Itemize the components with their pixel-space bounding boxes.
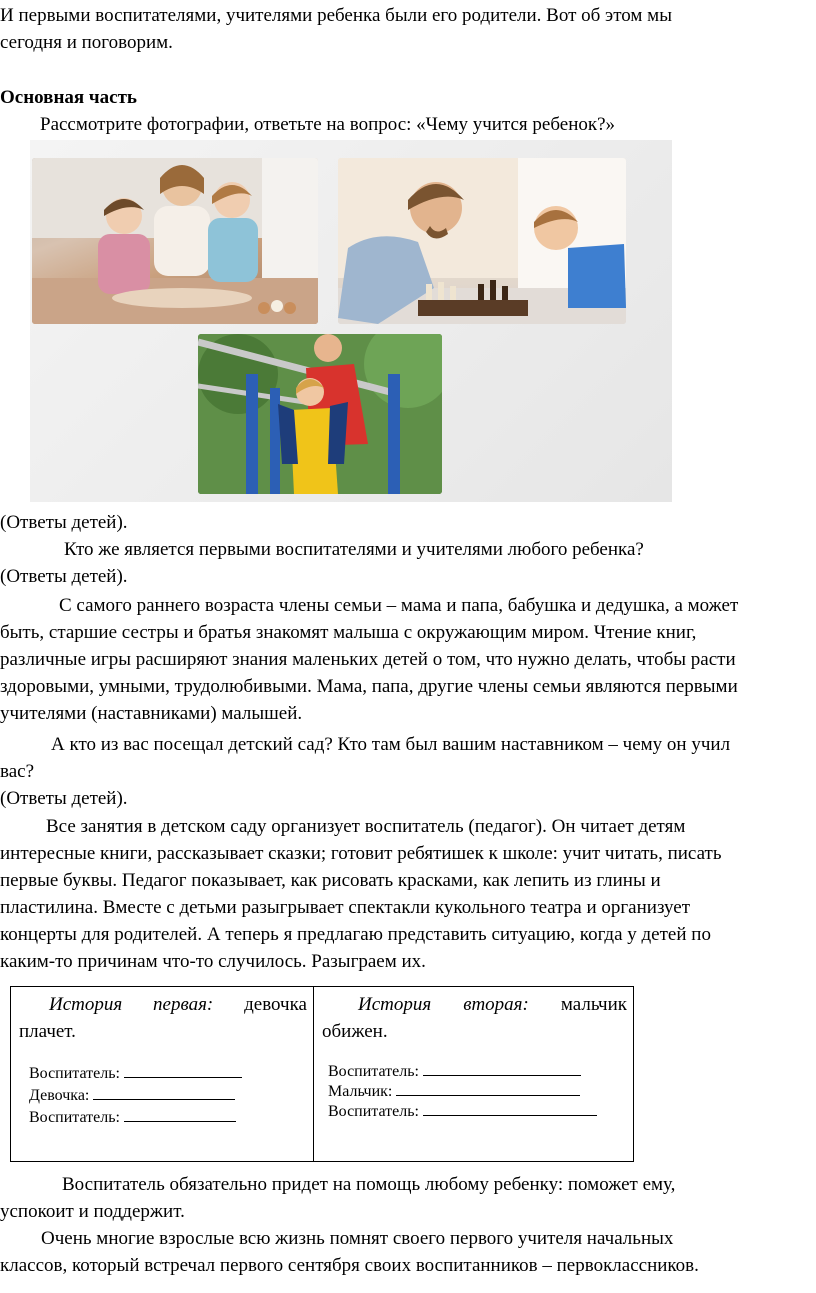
- teacher-para-line-2: классов, который встречал первого сентября своих воспитанников – первоклассников.: [0, 1255, 699, 1276]
- answers-3: (Ответы детей).: [0, 788, 128, 809]
- story-1-line-2: [29, 1085, 235, 1106]
- story-2-line-2: [328, 1081, 580, 1102]
- story-2-title-rest: мальчик обижен.: [322, 994, 627, 1042]
- question-3-line-1: А кто из вас посещал детский сад? Кто там был вашим наставником – чему он учил: [51, 734, 731, 755]
- answers-2: (Ответы детей).: [0, 566, 128, 587]
- story-cell-1: [11, 987, 314, 1162]
- photo-playground-with-father: [198, 334, 442, 494]
- teacher-para-line-1: Очень многие взрослые всю жизнь помнят своего первого учителя начальных: [41, 1228, 674, 1249]
- kindergarten-para-line-3: первые буквы. Педагог показывает, как рисовать красками, как лепить из глины и: [0, 870, 661, 891]
- kindergarten-para-line-2: интересные книги, рассказывает сказки; готовит ребятишек к школе: учит читать, писать: [0, 843, 722, 864]
- story-2-role-2: Мальчик:: [328, 1083, 393, 1100]
- story-1-title-italic: История первая:: [49, 994, 214, 1015]
- kindergarten-para-line-1: Все занятия в детском саду организует воспитатель (педагог). Он читает детям: [46, 816, 686, 837]
- story-1-role-2: Девочка:: [29, 1087, 90, 1104]
- family-para-line-5: учителями (наставниками) малышей.: [0, 703, 303, 724]
- story-2-line-3: [328, 1101, 597, 1122]
- story-2-role-1: Воспитатель:: [328, 1063, 419, 1080]
- story-cell-2: [314, 987, 634, 1162]
- answer-blank[interactable]: [93, 1085, 235, 1100]
- kindergarten-para-line-4: пластилина. Вместе с детьми разыгрывает спектакли кукольного театра и организует: [0, 897, 691, 918]
- help-para-line-1: Воспитатель обязательно придет на помощь любому ребенку: поможет ему,: [62, 1174, 676, 1195]
- family-para-line-2: быть, старшие сестры и братья знакомят малыша с окружающим миром. Чтение книг,: [0, 622, 697, 643]
- answer-blank[interactable]: [396, 1081, 580, 1096]
- answer-blank[interactable]: [124, 1063, 242, 1078]
- section-heading: Основная часть: [0, 87, 137, 108]
- help-para-line-2: успокоит и поддержит.: [0, 1201, 185, 1222]
- story-1-role-1: Воспитатель:: [29, 1065, 120, 1082]
- story-1-line-3: [29, 1107, 236, 1128]
- family-para-line-4: здоровыми, умными, трудолюбивыми. Мама, папа, другие члены семьи являются первыми: [0, 676, 738, 697]
- photo-prompt: Рассмотрите фотографии, ответьте на вопрос: «Чему учится ребенок?»: [40, 114, 616, 135]
- photo-chess-with-father: [338, 158, 626, 324]
- family-para-line-3: различные игры расширяют знания маленьких детей о том, что нужно делать, чтобы расти: [0, 649, 736, 670]
- story-2-title-italic: История вторая:: [358, 994, 529, 1015]
- photo-collage: [30, 140, 672, 502]
- story-1-line-1: [29, 1063, 242, 1084]
- story-1-role-3: Воспитатель:: [29, 1109, 120, 1126]
- story-2-role-3: Воспитатель:: [328, 1103, 419, 1120]
- story-2-title: [322, 991, 627, 1045]
- story-1-title: [19, 991, 307, 1045]
- answer-blank[interactable]: [423, 1101, 597, 1116]
- story-2-line-1: [328, 1061, 581, 1082]
- answers-1: (Ответы детей).: [0, 512, 128, 533]
- stories-table: [10, 986, 634, 1162]
- kindergarten-para-line-6: каким-то причинам что-то случилось. Разыграем их.: [0, 951, 426, 972]
- kindergarten-para-line-5: концерты для родителей. А теперь я предлагаю представить ситуацию, когда у детей по: [0, 924, 711, 945]
- question-2: Кто же является первыми воспитателями и учителями любого ребенка?: [64, 539, 644, 560]
- answer-blank[interactable]: [124, 1107, 236, 1122]
- intro-line-1: И первыми воспитателями, учителями ребенка были его родители. Вот об этом мы: [0, 5, 672, 26]
- intro-line-2: сегодня и поговорим.: [0, 32, 173, 53]
- story-1-title-rest: девочка плачет.: [19, 994, 307, 1042]
- answer-blank[interactable]: [423, 1061, 581, 1076]
- photo-baking-with-mother: [32, 158, 318, 324]
- family-para-line-1: С самого раннего возраста члены семьи – мама и папа, бабушка и дедушка, а может: [59, 595, 739, 616]
- question-3-line-2: вас?: [0, 761, 35, 782]
